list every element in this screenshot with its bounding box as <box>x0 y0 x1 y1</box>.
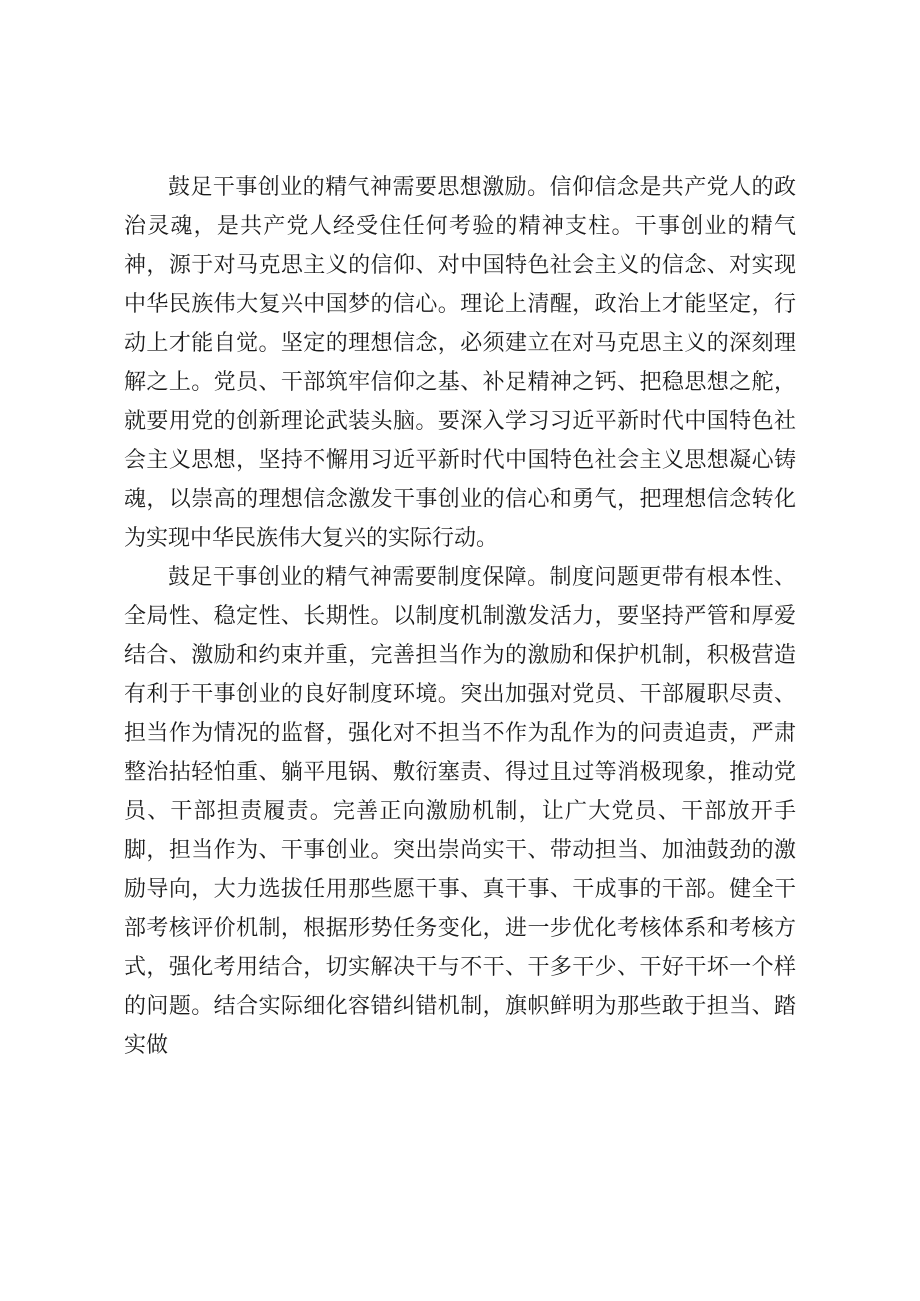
paragraph-institutional-guarantee: 鼓足干事创业的精气神需要制度保障。制度问题更带有根本性、全局性、稳定性、长期性。以制度机制激发活力，要坚持严管和厚爱结合、激励和约束并重，完善担当作为的激励和保护机制，积极营造有利于干事创业的良好制度环境。突出加强对党员、干部履职尽责、担当作为情况的监督，强化对不担当不作为乱作为的问责追责，严肃整治拈轻怕重、躺平甩锅、敷衍塞责、得过且过等消极现象，推动党员、干部担责履责。完善正向激励机制，让广大党员、干部放开手脚，担当作为、干事创业。突出崇尚实干、带动担当、加油鼓劲的激励导向，大力选拔任用那些愿干事、真干事、干成事的干部。健全干部考核评价机制，根据形势任务变化，进一步优化考核体系和考核方式，强化考用结合，切实解决干与不干、干多干少、干好干坏一个样的问题。结合实际细化容错纠错机制，旗帜鲜明为那些敢于担当、踏实做 <box>124 565 796 1058</box>
document-body <box>124 168 796 1065</box>
paragraph-ideological-motivation: 鼓足干事创业的精气神需要思想激励。信仰信念是共产党人的政治灵魂，是共产党人经受住任何考验的精神支柱。干事创业的精气神，源于对马克思主义的信仰、对中国特色社会主义的信念、对实现中华民族伟大复兴中国梦的信心。理论上清醒，政治上才能坚定，行动上才能自觉。坚定的理想信念，必须建立在对马克思主义的深刻理解之上。党员、干部筑牢信仰之基、补足精神之钙、把稳思想之舵，就要用党的创新理论武装头脑。要深入学习习近平新时代中国特色社会主义思想，坚持不懈用习近平新时代中国特色社会主义思想凝心铸魂，以崇高的理想信念激发干事创业的信心和勇气，把理想信念转化为实现中华民族伟大复兴的实际行动。 <box>124 175 796 551</box>
